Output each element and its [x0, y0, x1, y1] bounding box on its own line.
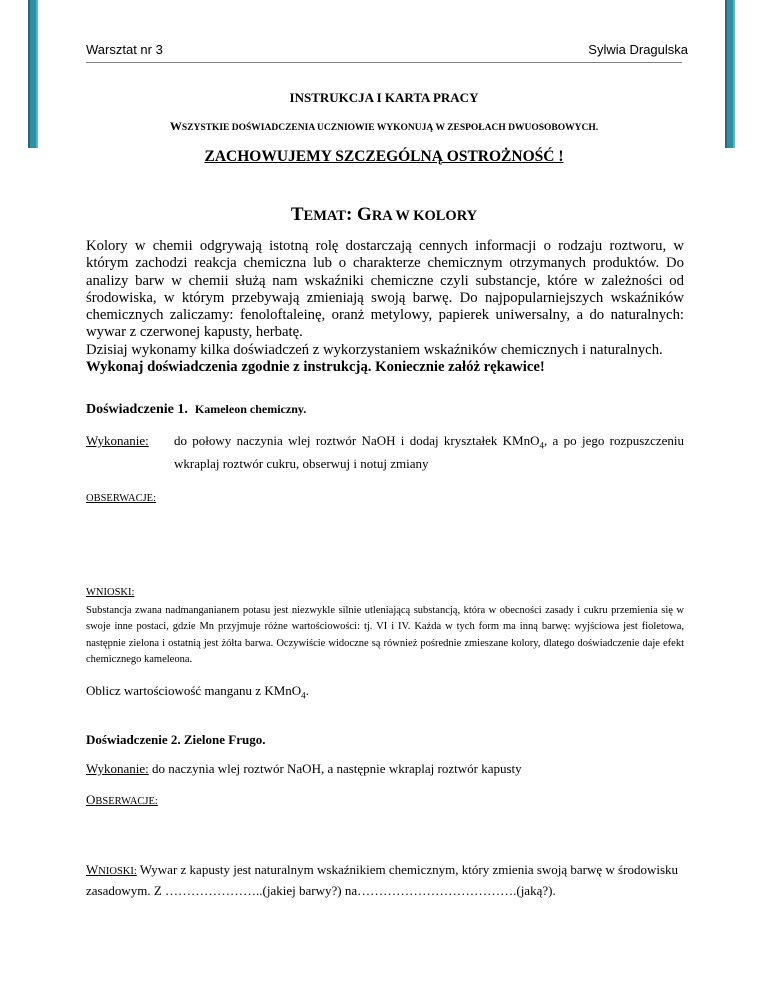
- exp1-observations-label: OBSERWACJE:: [86, 493, 157, 504]
- exp1-subtitle: Kameleon chemiczny.: [194, 402, 307, 416]
- exp1-calc-end: .: [305, 683, 309, 698]
- intro-paragraph-1: Kolory w chemii odgrywają istotną rolę dostarczają cennych informacji o rodzaju roztworu, w którym zachodzi reakcja chemiczna lub o charakterze chemicznym otrzymanych produktów. Do analizy barw w chemii służą nam wskaźniki chemiczne czyli substancje, które w zależności od środowiska, w którym przebywają zmieniają swoją barwę. Do najpopularniejszych wskaźników chemicznych zaliczamy: fenoloftaleinę, oranż metylowy, papierek uniwersalny, a do naturalnych: wywar z czerwonej kapusty, herbatę.: [86, 238, 684, 341]
- topic-heading: [0, 204, 768, 226]
- exp1-conclusions-text: Substancja zwana nadmanganianem potasu jest niezwykle silnie utleniającą substancją, która w obecności zasady i cukru przemienia się w swoje inne postaci, gdzie Mn przyjmuje różne wartościowości: tj. VI i IV. Każda w tych form ma inną barwę: wyjściowa jest fioletowa, następnie zielona i ostatnią jest żółta barwa. Oczywiście widoczne są również pośrednie zmieszane kolory, dlatego doświadczenie daje efekt chemicznego kameleona.: [86, 605, 684, 665]
- exp1-conclusions-label: WNIOSKI:: [86, 587, 135, 598]
- exp1-exec-text-b: , a po jego rozpuszczeniu wkraplaj roztwór cukru, obserwuj i notuj zmiany: [174, 433, 684, 471]
- exp1-calc-text: Oblicz wartościowość manganu z KMnO: [86, 683, 302, 698]
- exp2-exec-label: Wykonanie:: [86, 761, 149, 776]
- header-divider: [86, 62, 682, 63]
- exp2-concl-rest: NIOSKI:: [98, 866, 137, 877]
- exp2-exec-text: do naczynia wlej roztwór NaOH, a następnie wkraplaj roztwór kapusty: [148, 761, 522, 776]
- exp2-concl-text: Wywar z kapusty jest naturalnym wskaźnikiem chemicznym, który zmienia swoją barwę w środowisku zasadowym. Z …………………..(jakiej barwy?) na……………………………….(jaką?).: [86, 862, 679, 898]
- exp2-concl-label: [86, 862, 137, 877]
- intro-paragraph-3: Wykonaj doświadczenia zgodnie z instrukcją. Koniecznie załóż rękawice!: [86, 359, 545, 376]
- exp2-execution: [86, 761, 522, 777]
- intro-paragraph-2: Dzisiaj wykonamy kilka doświadczeń z wykorzystaniem wskaźników chemicznych i naturalnych.: [86, 341, 663, 358]
- topic-colon: :: [345, 204, 358, 225]
- exp1-exec-text-a: do połowy naczynia wlej roztwór NaOH i dodaj kryształek KMnO: [174, 433, 540, 448]
- topic-t: T: [290, 204, 304, 225]
- exp1-title: [86, 402, 306, 418]
- header-right: Sylwia Dragulska: [588, 42, 688, 57]
- exp1-execution: [86, 432, 684, 473]
- exp1-calc-task: [86, 683, 309, 701]
- exp1-exec-label: Wykonanie:: [86, 433, 149, 448]
- exp1-exec-sub: 4: [539, 440, 544, 451]
- topic-g: G: [357, 204, 372, 225]
- exp2-obs-initial: O: [86, 792, 96, 807]
- exp2-concl-initial: W: [86, 862, 99, 877]
- title-teams-initial: W: [169, 119, 182, 133]
- title-caution: ZACHOWUJEMY SZCZEGÓLNĄ OSTROŻNOŚĆ !: [204, 148, 564, 165]
- exp2-conclusions: [86, 860, 684, 900]
- exp1-title-main: Doświadczenie 1.: [86, 402, 188, 417]
- exp2-title: Doświadczenie 2. Zielone Frugo.: [86, 732, 266, 747]
- exp1-exec-text: [174, 432, 684, 473]
- title-instruction: INSTRUKCJA I KARTA PRACY: [289, 90, 479, 105]
- exp2-observations-label: [86, 792, 158, 808]
- intro-text: [86, 238, 684, 376]
- title-teams-rest: SZYSTKIE DOŚWIADCZENIA UCZNIOWIE WYKONUJĄ W ZESPOŁACH DWUOSOBOWYCH.: [181, 123, 599, 133]
- header-left: Warsztat nr 3: [86, 42, 163, 57]
- exp1-calc-sub: 4: [301, 690, 306, 701]
- topic-ra: RA W KOLORY: [371, 208, 478, 224]
- title-teams: [0, 119, 768, 134]
- topic-emat: EMAT: [303, 208, 346, 224]
- exp2-obs-rest: BSERWACJE:: [95, 796, 158, 807]
